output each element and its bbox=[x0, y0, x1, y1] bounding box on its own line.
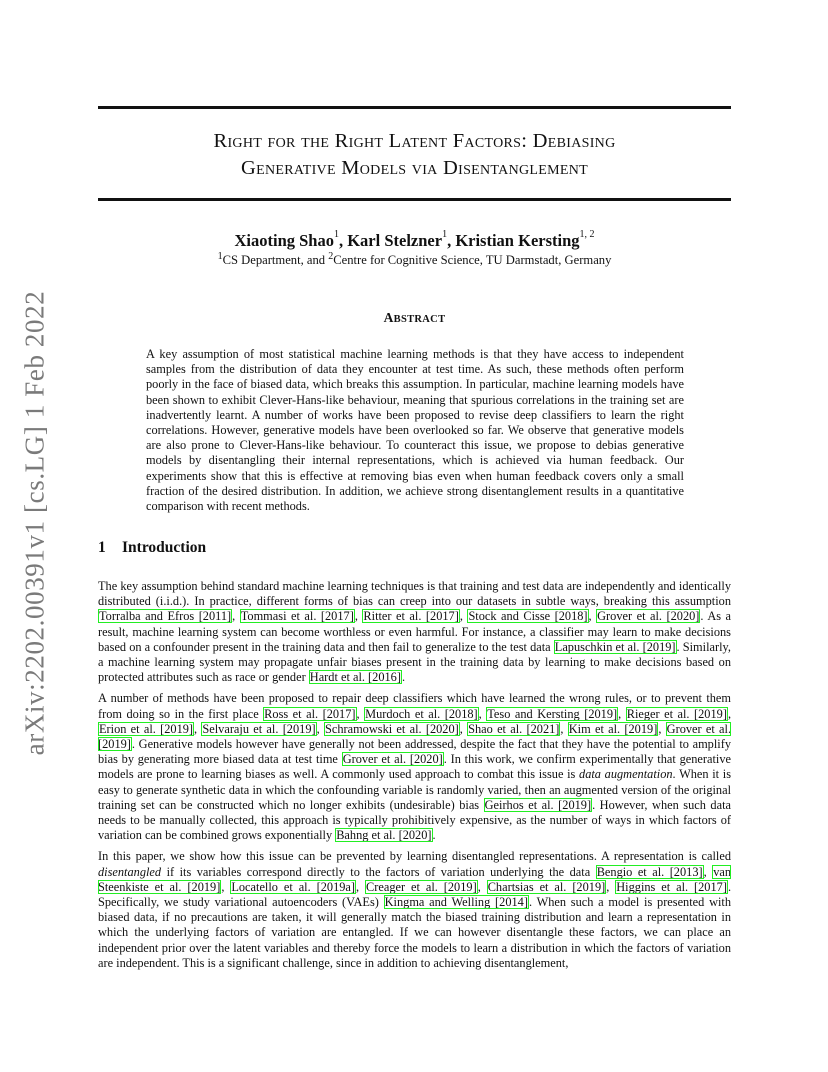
citation-link[interactable]: Selvaraju et al. [2019] bbox=[202, 721, 316, 736]
paragraph-text: A number of methods have been proposed to repair deep classifiers which have learned the wrong rules, or to prevent them from doing so in the first place bbox=[98, 691, 731, 721]
affiliation-text: Centre for Cognitive Science, TU Darmstadt, Germany bbox=[333, 253, 612, 267]
section-title: Introduction bbox=[122, 539, 207, 556]
citation-link[interactable]: Erion et al. [2019] bbox=[99, 721, 194, 736]
author-list bbox=[98, 231, 731, 251]
citation-link[interactable]: Grover et al. [2020] bbox=[597, 609, 700, 624]
citation-link[interactable]: Ritter et al. [2017] bbox=[363, 609, 459, 624]
citation-link[interactable]: Teso and Kersting [2019] bbox=[487, 706, 618, 721]
citation-link[interactable]: Grover et al. [2020] bbox=[342, 752, 443, 767]
author-name: Karl Stelzner bbox=[347, 231, 443, 250]
citation-link[interactable]: Torralba and Efros [2011] bbox=[99, 609, 232, 624]
introduction-body bbox=[98, 579, 731, 977]
paragraph-text: , bbox=[459, 721, 468, 736]
paragraph bbox=[98, 849, 731, 971]
paragraph-text: . Generative models however have generally not been addressed, despite the fact that they have the potential to amplify bias by generating more biased data at test time bbox=[98, 737, 731, 767]
paragraph-text: . Specifically, we study variational autoencoders (VAEs) bbox=[98, 879, 732, 910]
abstract-heading-initial: A bbox=[383, 310, 394, 325]
affiliations bbox=[98, 253, 731, 268]
citation-link[interactable]: Schramowski et al. [2020] bbox=[324, 721, 459, 736]
paragraph-text: . However, when such data needs to be manually collected, this approach is typically prohibitively expensive, as the number of ways in which factors of variation can be combined grows exponentially bbox=[98, 797, 731, 843]
citation-link[interactable]: Kingma and Welling [2014] bbox=[384, 895, 528, 910]
paragraph-text: , bbox=[356, 706, 365, 721]
author-affiliation-mark: 1 bbox=[442, 229, 448, 240]
paragraph-text: , bbox=[703, 864, 713, 879]
abstract-text: A key assumption of most statistical machine learning methods is that they have access to independent samples from the distribution of data they encounter at test time. As such, these methods often perform poorly in the face of biased data, which breaks this assumption. In particular, machine learning models have been shown to exhibit Clever-Hans-like behaviour, meaning that spurious correlations in the training set are inadvertently learnt. A number of works have been proposed to revise deep classifiers to learn the right correlations. However, generative models have been overlooked so far. We observe that generative models are also prone to Clever-Hans-like behaviour. To counteract this issue, we propose to debias generative models by disentangling their internal representations, which is achieved via human feedback. Our experiments show that this is effective at removing bias even when human feedback covers only a small fraction of the desired distribution. In addition, we achieve strong disentanglement results in a quantitative comparison with recent methods. bbox=[146, 347, 684, 514]
paragraph-text: , bbox=[354, 609, 363, 624]
abstract-heading bbox=[98, 310, 731, 326]
citation-link[interactable]: Ross et al. [2017] bbox=[264, 706, 356, 721]
paragraph-text: , bbox=[560, 721, 568, 736]
paragraph-text: , bbox=[316, 721, 324, 736]
citation-link[interactable]: Grover et al. [2019] bbox=[98, 721, 732, 752]
citation-link[interactable]: Bahng et al. [2020] bbox=[336, 828, 432, 843]
section-heading bbox=[98, 539, 206, 557]
paragraph-text: , bbox=[478, 706, 487, 721]
arxiv-identifier-stamp bbox=[10, 290, 60, 756]
citation-link[interactable]: Locatello et al. [2019a] bbox=[231, 879, 356, 894]
arxiv-identifier-text: arXiv:2202.00391v1 [cs.LG] 1 Feb 2022 bbox=[19, 290, 50, 756]
author-affiliation-mark: 1 bbox=[333, 229, 339, 240]
citation-link[interactable]: Lapuschkin et al. [2019] bbox=[554, 639, 676, 654]
affiliation-mark: 1 bbox=[217, 251, 223, 262]
citation-link[interactable]: Murdoch et al. [2018] bbox=[365, 706, 478, 721]
paragraph-text: . bbox=[401, 670, 406, 685]
title-rule-bottom bbox=[98, 198, 731, 201]
paragraph-text: , bbox=[356, 879, 366, 894]
citation-link[interactable]: Shao et al. [2021] bbox=[468, 721, 560, 736]
paragraph-text: , bbox=[606, 879, 616, 894]
citation-link[interactable]: Stock and Cisse [2018] bbox=[468, 609, 588, 624]
citation-link[interactable]: Creager et al. [2019] bbox=[366, 879, 477, 894]
author-affiliation-mark: 1, 2 bbox=[579, 229, 595, 240]
paragraph-text: , bbox=[588, 609, 597, 624]
paragraph-text: if its variables correspond directly to the factors of variation underlying the data bbox=[161, 864, 596, 879]
title-line-1: Right for the Right Latent Factors: Debiasing bbox=[213, 130, 616, 152]
author-name: Xiaoting Shao bbox=[234, 231, 334, 250]
paragraph bbox=[98, 579, 731, 685]
paragraph-text: , bbox=[194, 721, 202, 736]
paragraph-text: . In this work, we confirm experimentally that generative models are prone to learning biases as well. A commonly used approach to combat this issue is bbox=[98, 752, 731, 782]
paragraph-text: . When such a model is presented with biased data, if no precautions are taken, it will generally match the biased training distribution and learn a representation in which the underlying factors of variation are entangled. If we can however disentangle these factors, we can place an independent prior over the latent variables and thereby force the models to learn a distribution in which the factors of variation are independent. This is a significant challenge, since in addition to achieving disentanglement, bbox=[98, 895, 732, 970]
author-separator: , bbox=[338, 231, 348, 250]
paragraph-text: , bbox=[221, 879, 231, 894]
citation-link[interactable]: Geirhos et al. [2019] bbox=[484, 797, 592, 812]
citation-link[interactable]: van Steenkiste et al. [2019] bbox=[98, 864, 732, 894]
title-rule-top bbox=[98, 106, 731, 109]
citation-link[interactable]: Rieger et al. [2019] bbox=[626, 706, 727, 721]
paragraph-text: . As a result, machine learning system can become worthless or even harmful. For instance, a classifier may learn to make decisions based on a confounder present in the training data and then fail to generalize to the test data bbox=[98, 609, 732, 654]
paragraph-text: , bbox=[477, 879, 487, 894]
citation-link[interactable]: Hardt et al. [2016] bbox=[309, 670, 401, 685]
paragraph-text: . When it is easy to generate synthetic data in which the confounding variable is randomly varied, then an augmented version of the original training set can be constructed which no longer exhibits (undesirable) bias bbox=[98, 767, 731, 812]
paragraph-text: , bbox=[232, 609, 240, 624]
citation-link[interactable]: Chartsias et al. [2019] bbox=[487, 879, 606, 894]
author-name: Kristian Kersting bbox=[455, 231, 580, 250]
affiliation-mark: 2 bbox=[328, 251, 334, 262]
paragraph-text: In this paper, we show how this issue can be prevented by learning disentangled representations. A representation is called bbox=[98, 849, 731, 864]
paragraph-text: The key assumption behind standard machine learning techniques is that training and test data are independently and identically distributed (i.i.d.). In practice, different forms of bias can creep into our datasets in subtle ways, breaking this assumption bbox=[98, 579, 731, 609]
citation-link[interactable]: Tommasi et al. [2017] bbox=[240, 609, 354, 624]
emphasized-term: data augmentation bbox=[579, 767, 673, 782]
citation-link[interactable]: Bengio et al. [2013] bbox=[596, 864, 703, 879]
paragraph-text: . bbox=[432, 828, 436, 843]
author-separator: , bbox=[447, 231, 456, 250]
paragraph-text: , bbox=[459, 609, 468, 624]
affiliation-text: CS Department, and bbox=[222, 253, 329, 267]
paper-title bbox=[98, 128, 731, 182]
paragraph-text: , bbox=[658, 721, 666, 736]
citation-link[interactable]: Kim et al. [2019] bbox=[568, 721, 658, 736]
abstract-heading-rest: BSTRACT bbox=[393, 314, 446, 325]
title-line-2: Generative Models via Disentanglement bbox=[241, 157, 588, 179]
paragraph bbox=[98, 691, 731, 843]
section-number: 1 bbox=[98, 539, 106, 556]
emphasized-term: disentangled bbox=[98, 864, 162, 879]
paragraph-text: , bbox=[727, 706, 732, 721]
paragraph-text: , bbox=[618, 706, 626, 721]
paragraph-text: . Similarly, a machine learning system may propagate unfair biases present in the training data by learning to make decisions based on protected attributes such as race or gender bbox=[98, 639, 731, 685]
citation-link[interactable]: Higgins et al. [2017] bbox=[616, 879, 727, 894]
